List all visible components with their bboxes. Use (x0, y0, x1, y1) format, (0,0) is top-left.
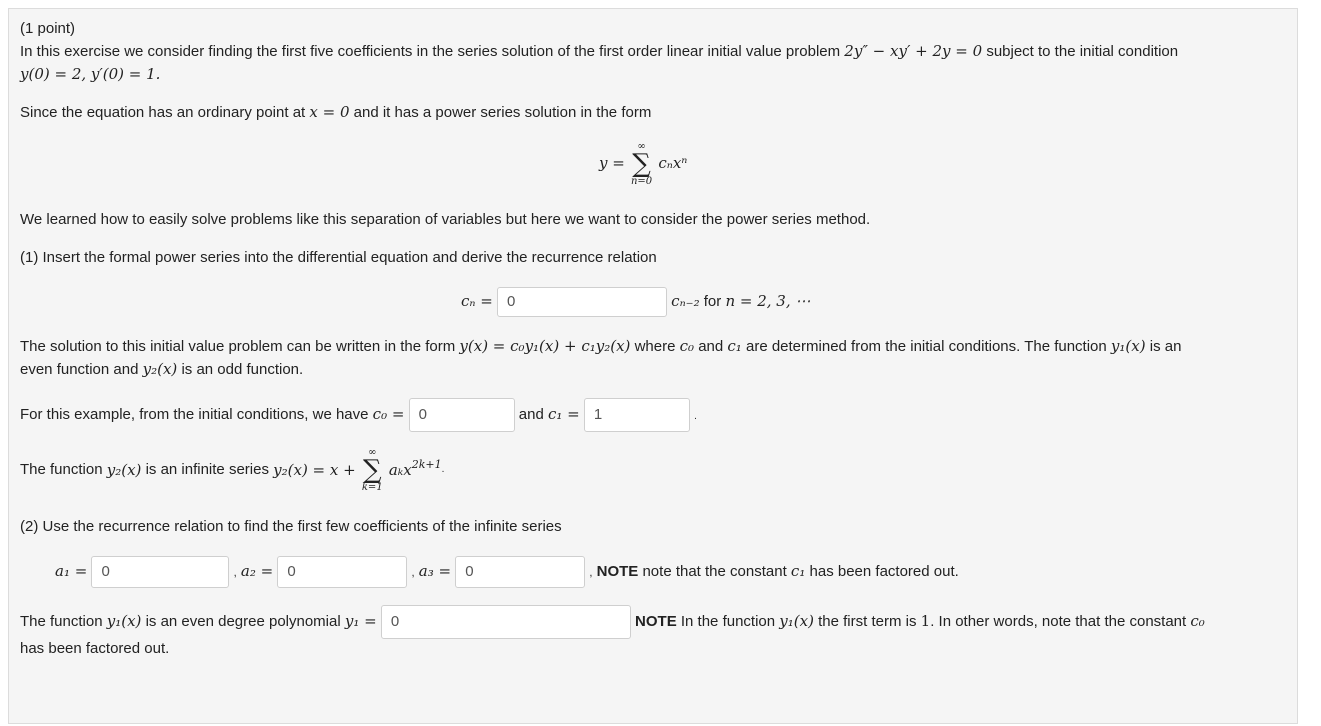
intro-line (20, 41, 1178, 62)
comma: , (411, 567, 415, 579)
note2-label: NOTE (635, 613, 677, 630)
recurrence-lhs: cₙ = (461, 292, 493, 310)
y1-line (20, 604, 1205, 639)
note-text-a: note that the constant (642, 563, 787, 580)
problem-panel (8, 8, 1298, 724)
y2-text-b: is an infinite series (145, 461, 269, 478)
y1-text-b: is an even degree polynomial (145, 613, 341, 630)
separation-line: We learned how to easily solve problems like this separation of variables but here we want to consider the power series method. (20, 211, 871, 228)
y2-sum-bottom: k=1 (361, 482, 383, 493)
solution-line-2 (20, 359, 303, 380)
c0-input[interactable]: 0 (409, 398, 515, 432)
constants-end: . (694, 411, 697, 422)
solution-line-1 (20, 336, 1181, 357)
sol-text-c: are determined from the initial conditions. The function (745, 338, 1107, 355)
sol-c1: c₁ (727, 337, 742, 355)
recurrence-for: for (703, 293, 722, 310)
coefficients-line (55, 555, 959, 589)
sol-and: and (698, 338, 724, 355)
c1-label: c₁ = (547, 405, 580, 423)
a2-label: a₂ = (240, 562, 274, 580)
y1-line-2: has been factored out. (20, 640, 170, 657)
ordinary-text-b: and it has a power series solution in the form (353, 104, 652, 121)
note2-text-c: . In other words, note that the constant (930, 613, 1187, 630)
series-sum-top: ∞ (637, 141, 646, 152)
constants-and: and (518, 406, 544, 423)
y1-function: y₁(x) (106, 612, 142, 630)
c1-input[interactable]: 1 (584, 398, 690, 432)
sol-y1: y₁(x) (1110, 337, 1146, 355)
recurrence-input[interactable]: 0 (497, 287, 667, 317)
intro-text-a: In this exercise we consider finding the first five coefficients in the series solution of the first order linear initial value problem (20, 43, 841, 60)
initial-condition (20, 64, 160, 85)
series-term: cₙxⁿ (658, 153, 688, 172)
y2-text-a: The function (20, 461, 103, 478)
sol-text-a: The solution to this initial value problem can be written in the form (20, 338, 456, 355)
constants-line (20, 397, 697, 434)
a2-input[interactable]: 0 (277, 556, 407, 588)
sol-form: y(x) = c₀y₁(x) + c₁y₂(x) (459, 337, 631, 355)
series-sigma (631, 141, 652, 187)
comma: , (233, 567, 237, 579)
sigma-symbol: ∑ (632, 149, 651, 179)
y2-end: . (441, 464, 445, 475)
note2-one: 1 (920, 612, 931, 630)
a1-input[interactable]: 0 (91, 556, 229, 588)
y1-text-a: The function (20, 613, 103, 630)
y2-lhs: y₂(x) = x + (273, 461, 356, 479)
ordinary-point-line (20, 102, 651, 123)
note2-function: y₁(x) (779, 612, 814, 630)
y2-function: y₂(x) (106, 461, 142, 479)
y2-term: aₖx (388, 461, 412, 479)
note-c1: c₁ (790, 562, 806, 580)
a3-label: a₃ = (418, 562, 452, 580)
sol-text-f: is an odd function. (181, 361, 304, 378)
note-text-b: has been factored out. (809, 563, 959, 580)
series-sum-bottom: n=0 (630, 176, 653, 187)
y1-input[interactable]: 0 (381, 605, 631, 639)
sol-y2: y₂(x) (142, 360, 178, 378)
constants-text: For this example, from the initial conditions, we have (20, 406, 369, 423)
comma: , (589, 567, 593, 579)
part1-heading: (1) Insert the formal power series into the differential equation and derive the recurrence relation (20, 249, 657, 266)
y2-sigma (362, 447, 383, 493)
y1-lhs: y₁ = (344, 612, 377, 630)
ic-equation: y(0) = 2, y′(0) = 1. (20, 65, 161, 83)
a1-label: a₁ = (55, 562, 88, 580)
sol-text-b: where (634, 338, 676, 355)
note2-c0: c₀ (1190, 612, 1205, 630)
part2-heading: (2) Use the recurrence relation to find the first few coefficients of the infinite series (20, 518, 562, 535)
note-label: NOTE (596, 563, 639, 580)
sol-c0: c₀ (679, 337, 695, 355)
y2-exponent: 2k+1 (411, 457, 442, 471)
points-label: (1 point) (20, 20, 76, 37)
y2-sum-top: ∞ (368, 447, 377, 458)
c0-label: c₀ = (372, 405, 405, 423)
sol-text-e: even function and (20, 361, 139, 378)
ordinary-point: x = 0 (309, 103, 350, 121)
y2-series-line (20, 447, 444, 493)
recurrence-range: n = 2, 3, ⋯ (725, 292, 811, 310)
note2-text-b: the first term is (818, 613, 917, 630)
ode-equation: 2y″ − xy′ + 2y = 0 (844, 42, 983, 60)
note2-text-a: In the function (680, 613, 776, 630)
recurrence-relation (461, 286, 810, 317)
recurrence-rhs: cₙ₋₂ (671, 292, 700, 310)
sigma-symbol: ∑ (363, 455, 382, 485)
sol-text-d: is an (1149, 338, 1182, 355)
series-lhs: y = (599, 153, 625, 172)
a3-input[interactable]: 0 (455, 556, 585, 588)
power-series-display (599, 141, 687, 187)
intro-text-b: subject to the initial condition (986, 43, 1179, 60)
ordinary-text-a: Since the equation has an ordinary point at (20, 104, 306, 121)
